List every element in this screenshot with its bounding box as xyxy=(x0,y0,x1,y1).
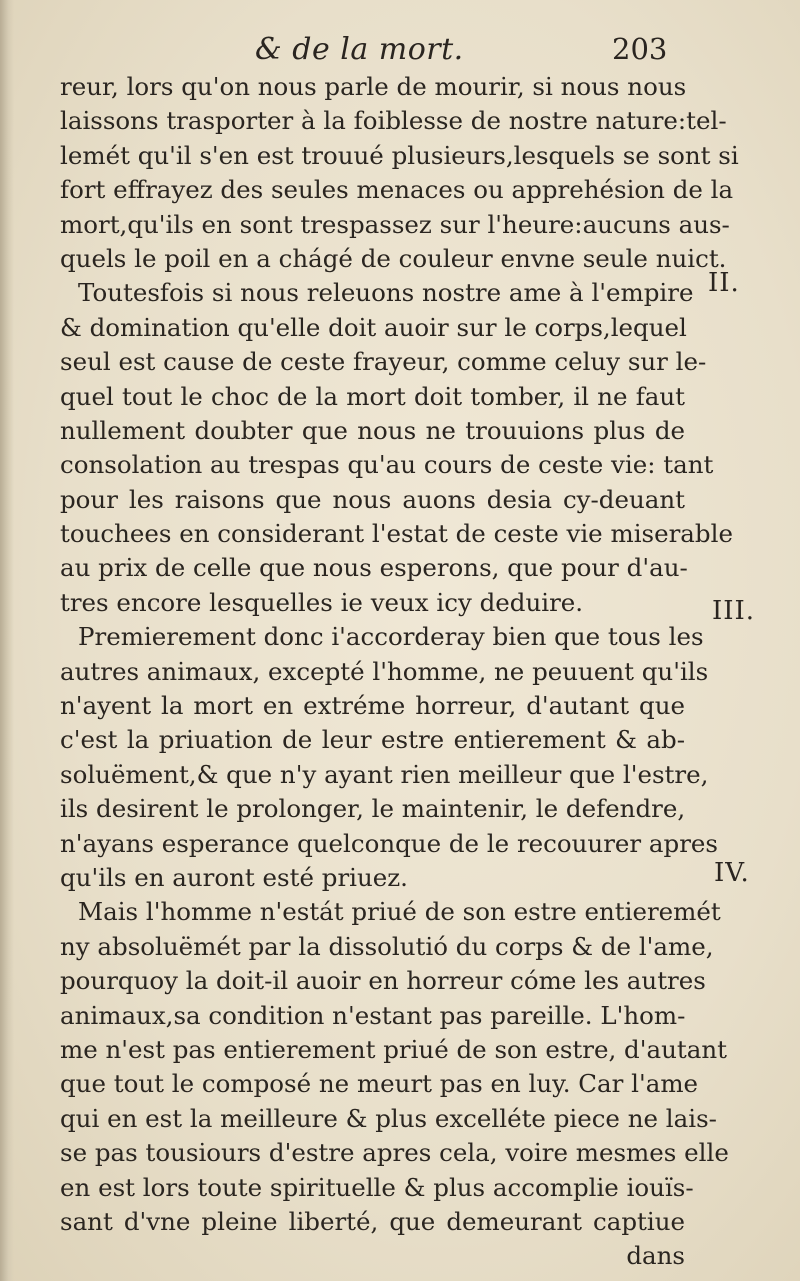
running-header xyxy=(0,28,800,72)
text-line: tres encore lesquelles ie veux icy deduire. xyxy=(60,587,584,617)
text-line: me n'est pas entierement priué de son estre, d'autant xyxy=(60,1034,727,1064)
text-line: pourquoy la doit-il auoir en horreur cóme les autres xyxy=(60,966,706,996)
text-line: en est lors toute spirituelle & plus accomplie iouïs- xyxy=(60,1172,694,1202)
text-line: quel tout le choc de la mort doit tomber, il ne faut xyxy=(60,381,685,411)
text-line: n'ayent la mort en extréme horreur, d'autant que xyxy=(60,691,685,721)
text-line: lemét qu'il s'en est trouué plusieurs,lesquels se sont si xyxy=(60,140,739,170)
text-line: reur, lors qu'on nous parle de mourir, si nous nous xyxy=(60,72,687,101)
text-line: qu'ils en auront esté priuez. xyxy=(60,862,408,892)
text-line: animaux,sa condition n'estant pas pareille. L'hom- xyxy=(60,1000,686,1030)
text-line: laissons trasporter à la foiblesse de nostre nature:tel- xyxy=(60,106,727,136)
paragraph-start-line: Toutesfois si nous releuons nostre ame à l'empire xyxy=(78,278,694,308)
text-line: autres animaux, excepté l'homme, ne peuuent qu'ils xyxy=(60,656,709,686)
text-line: seul est cause de ceste frayeur, comme celuy sur le- xyxy=(60,347,707,377)
text-line: que tout le composé ne meurt pas en luy. Car l'ame xyxy=(60,1069,699,1099)
text-line: n'ayans esperance quelconque de le recouurer apres xyxy=(60,828,718,858)
page-number: 203 xyxy=(612,32,668,66)
text-line: qui en est la meilleure & plus excelléte piece ne lais- xyxy=(60,1103,717,1133)
running-title: & de la mort. xyxy=(255,32,464,67)
text-line: & domination qu'elle doit auoir sur le corps,lequel xyxy=(60,312,687,342)
text-line: sant d'vne pleine liberté, que demeurant captiue xyxy=(60,1206,685,1236)
catchword: dans xyxy=(626,1241,685,1271)
text-line: nullement doubter que nous ne trouuions plus de xyxy=(60,415,685,445)
text-line: fort effrayez des seules menaces ou apprehésion de la xyxy=(60,175,734,205)
text-line: ils desirent le prolonger, le maintenir, le defendre, xyxy=(60,794,686,824)
text-line: c'est la priuation de leur estre entierement & ab- xyxy=(60,725,685,755)
text-line: au prix de celle que nous esperons, que pour d'au- xyxy=(60,553,688,583)
paragraph-start-line: Premierement donc i'accorderay bien que tous les xyxy=(78,622,704,652)
text-line: pour les raisons que nous auons desia cy-deuant xyxy=(60,484,685,514)
marginal-number-2: II. xyxy=(708,268,740,298)
text-line: se pas tousiours d'estre apres cela, voire mesmes elle xyxy=(60,1138,729,1168)
text-line: touchees en considerant l'estat de ceste vie miserable xyxy=(60,519,733,549)
text-line: quels le poil en a chágé de couleur envne seule nuict. xyxy=(60,243,727,273)
text-line: mort,qu'ils en sont trespassez sur l'heure:aucuns aus- xyxy=(60,209,730,239)
text-line: consolation au trespas qu'au cours de ceste vie: tant xyxy=(60,450,714,480)
binding-edge xyxy=(0,0,14,1281)
paragraph-start-line: Mais l'homme n'estát priué de son estre entieremét xyxy=(78,897,721,927)
marginal-number-3: III. xyxy=(712,596,756,626)
text-line: ny absoluëmét par la dissolutió du corps & de l'ame, xyxy=(60,931,714,961)
marginal-number-4: IV. xyxy=(714,858,750,888)
text-line: soluëment,& que n'y ayant rien meilleur que l'estre, xyxy=(60,759,709,789)
